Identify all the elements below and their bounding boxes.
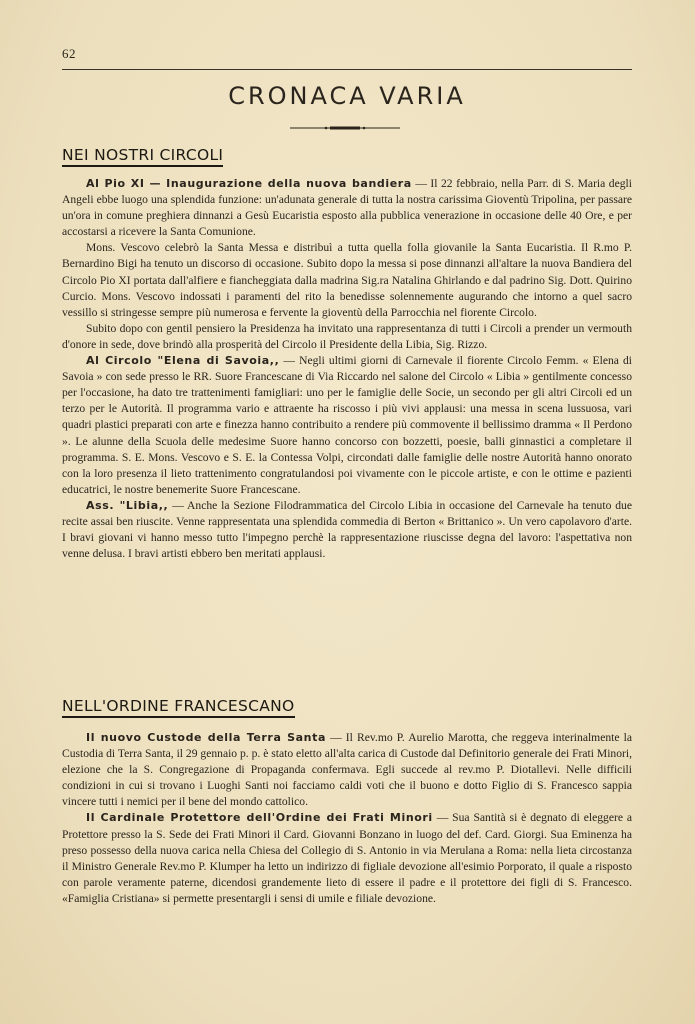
paragraph-text: Subito dopo con gentil pensiero la Presidenza ha invitato una rappresentanza di tutti i Circoli a prender un vermouth d'onore in sede, dove brindò alla prosperità del Circolo il Presidente della Libia, Sig. Rizzo.	[62, 321, 632, 351]
paragraph-text: — Il Rev.mo P. Aurelio Marotta, che reggeva interinalmente la Custodia di Terra Santa, il 29 gennaio p. p. è stato eletto all'alta carica di Custode dal Definitorio generale dei Frati Minori, elezione che la S. Congregazione di Propaganda confermava. Egli succede al rev.mo P. Diotallevi. Nelle difficili condizioni in cui si trovano i Luoghi Santi noi facciamo caldi voti che il buono e dotto Figlio di S. Francesco sappia vincere tutti i nemici per il bene del mondo cattolico.	[62, 731, 632, 809]
top-rule	[62, 69, 632, 70]
paragraph-text: — Negli ultimi giorni di Carnevale il fiorente Circolo Femm. « Elena di Savoia » con sede presso le RR. Suore Francescane di Via Riccardo nel salone del Circolo « Libia » gentilmente concesso per l'occasione, ha dato tre trattenimenti famigliari: uno per le famiglie delle Socie, un secondo per gli altri Circoli ed un terzo per le Autorità. Il programma vario e attraente ha riscosso i più vivi applausi: una messa in scena lussuosa, vari quadri plastici preparati con arte e finezza hanno contribuito a rendere più commovente il bellissimo dramma « Il Perdono ». Le alunne della Scuola delle medesime Suore hanno concorso con bozzetti, poesie, balli ginnastici a completare il programma. S. E. Mons. Vescovo e S. E. la Contessa Volpi, circondati dalle famiglie delle nostre Autorità hanno onorato con la loro presenza il lieto trattenimento congratulandosi poi vivamente con le piccole artiste, e con le ottime e pazienti educatrici, le nostre benemerite Suore Francescane.	[62, 354, 632, 496]
paragraph-text: — Anche la Sezione Filodrammatica del Circolo Libia in occasione del Carnevale ha tenuto due recite assai ben riuscite. Venne rappresentata una splendida commedia di Berton « Brittanico ». Un vero capolavoro d'arte. I bravi giovani vi hanno messo tutto l'impegno perchè la rappresentazione riuscisse degna del lavoro: l'aspettativa non venne delusa. I bravi artisti ebbero ben meritati applausi.	[62, 498, 632, 561]
title-ornament-divider	[290, 125, 400, 131]
paragraph-text: — Sua Santità si è degnato di eleggere a Protettore presso la S. Sede dei Frati Minori il Card. Giovanni Bonzano in luogo del def. Card. Giorgi. Sua Eminenza ha preso possesso della nuova carica nella Chiesa del Collegio di S. Antonio in via Merulana a Roma: nella lieta circostanza il Ministro Generale Rev.mo P. Klumper ha letto un indirizzo di figliale devozione all'esimio Porporato, il quale a risposto con parole veramente paterne, dicendosi grandemente lieto di essere il padre e il protettore dei figli di S. Francesco. «Famiglia Cristiana» si permette presentargli i sensi di umile e filiale devozione.	[62, 811, 633, 905]
paragraph-lead: Ass. "Libia,,	[86, 498, 169, 512]
section-heading-circoli	[62, 146, 223, 164]
paragraph-lead: Al Circolo "Elena di Savoia,,	[86, 354, 280, 368]
paragraph	[62, 730, 632, 810]
section-body-ordine-francescano	[62, 730, 632, 907]
paragraph-lead: Il nuovo Custode della Terra Santa	[86, 731, 326, 744]
paragraph	[62, 176, 632, 240]
paragraph	[62, 321, 632, 353]
page-number: 62	[62, 46, 76, 61]
paragraph-lead: Al Pio XI — Inaugurazione della nuova bandiera	[86, 177, 412, 190]
paragraph	[62, 240, 632, 320]
paragraph	[62, 498, 632, 562]
paragraph-text: Mons. Vescovo celebrò la Santa Messa e distribuì a tutta quella folla giovanile la Santa Eucaristia. Il R.mo P. Bernardino Bigi ha tenuto un discorso di occasione. Subito dopo la messa si pose dinnanzi all'altare la nuova Bandiera del Circolo Pio XI portata dall'alfiere e fiancheggiata dalla madrina Sig.ra Natalina Ghirlando e dal padrino Sig. Dott. Quirino Curcio. Mons. Vescovo indossati i paramenti del rito la benedisse solennemente augurando che intorno a quel sacro vessillo si stringesse sempre più numerosa e fervente la gioventù della Parrocchia nel fiorente Circolo.	[62, 241, 632, 319]
section-heading-text: NELL'ORDINE FRANCESCANO	[62, 697, 295, 718]
paragraph-lead: Il Cardinale Protettore dell'Ordine dei Frati Minori	[86, 811, 433, 825]
paragraph	[62, 353, 632, 498]
section-body-circoli	[62, 176, 632, 562]
paragraph	[62, 810, 632, 907]
section-heading-ordine-francescano	[62, 697, 295, 715]
section-heading-text: NEI NOSTRI CIRCOLI	[62, 146, 223, 167]
page-title: CRONACA VARIA	[228, 82, 466, 110]
paragraph-text: — Il 22 febbraio, nella Parr. di S. Maria degli Angeli ebbe luogo una splendida funzione: un'adunata generale di tutta la nostra carissima Gioventù Tripolina, per passare un'ora in comune preghiera dinnanzi a Gesù Eucaristia esposto alla pubblica venerazione in occasione delle 40 Ore, e per accostarsi a ricevere la Santa Comunione.	[62, 177, 632, 239]
